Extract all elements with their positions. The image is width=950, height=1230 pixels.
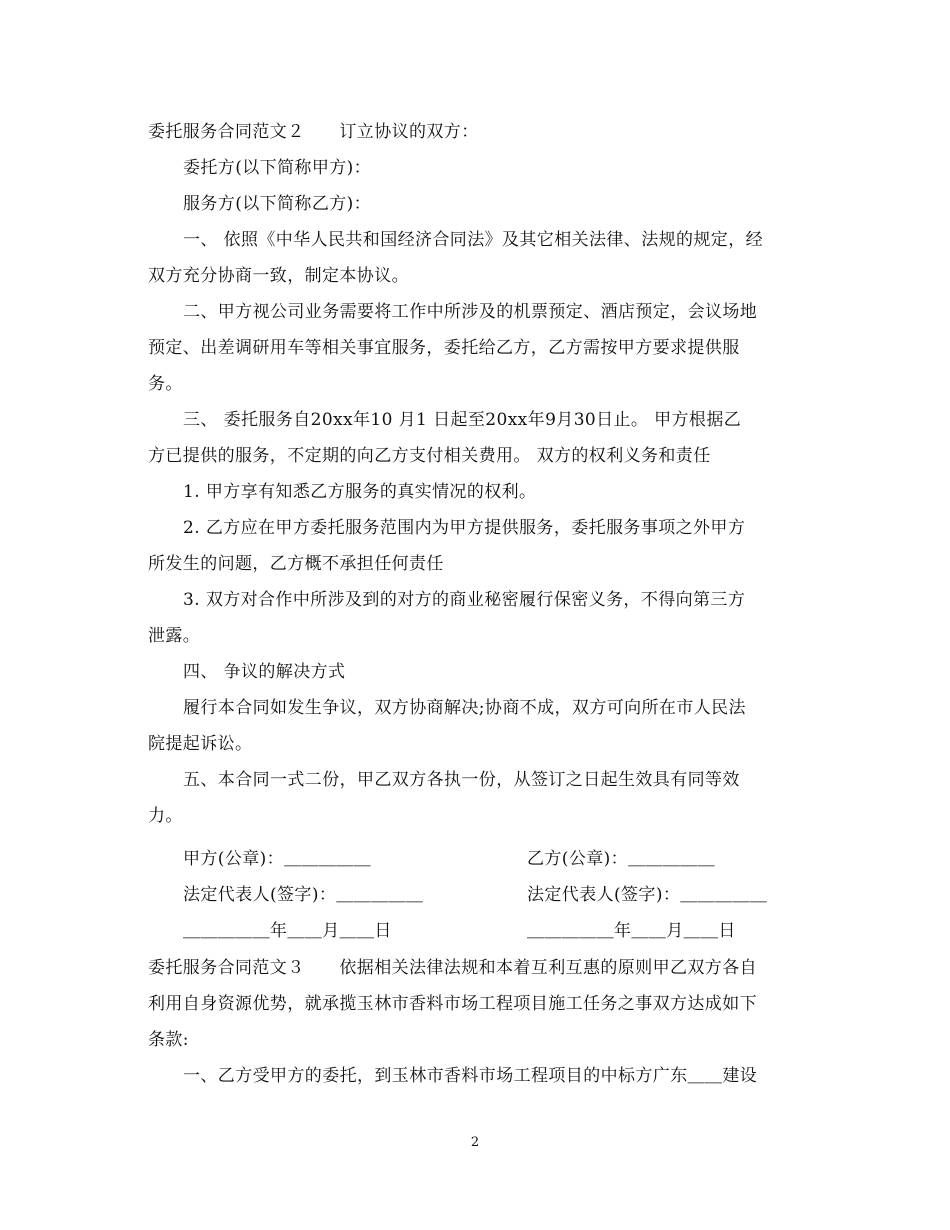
paragraph-line: 一、 依照《中华人民共和国经济合同法》及其它相关法律、法规的规定，经: [183, 230, 764, 250]
paragraph-line: 1. 甲方享有知悉乙方服务的真实情况的权利。: [183, 482, 537, 502]
paragraph-line: 四、 争议的解决方式: [183, 662, 346, 682]
party-b-seal-field: 乙方(公章)：＿＿＿＿＿: [527, 849, 716, 869]
paragraph-line: 委托方(以下简称甲方)：: [183, 158, 372, 178]
paragraph-line: 履行本合同如发生争议，双方协商解决;协商不成，双方可向所在市人民法: [183, 698, 746, 718]
paragraph-line: 2. 乙方应在甲方委托服务范围内为甲方提供服务，委托服务事项之外甲方: [183, 518, 746, 538]
paragraph-line: 预定、出差调研用车等相关事宜服务，委托给乙方，乙方需按甲方要求提供服: [148, 338, 740, 358]
contract-title-3: 委托服务合同范文３ 依据相关法律法规和本着互利互惠的原则甲乙双方各自: [148, 958, 757, 978]
paragraph-line: 力。: [148, 806, 183, 826]
paragraph-line: 院提起诉讼。: [148, 734, 253, 754]
paragraph-line: 服务方(以下简称乙方)：: [183, 194, 372, 214]
paragraph-line: 泄露。: [148, 626, 201, 646]
party-a-date-field: ＿＿＿＿＿年＿＿月＿＿日: [183, 921, 392, 941]
page-number: 2: [470, 1135, 480, 1150]
paragraph-line: 双方充分协商一致，制定本协议。: [148, 266, 409, 286]
party-b-representative-field: 法定代表人(签字)：＿＿＿＿＿: [527, 885, 768, 905]
paragraph-line: 3. 双方对合作中所涉及到的对方的商业秘密履行保密义务，不得向第三方: [183, 590, 746, 610]
party-b-date-field: ＿＿＿＿＿年＿＿月＿＿日: [527, 921, 736, 941]
paragraph-line: 二、甲方视公司业务需要将工作中所涉及的机票预定、酒店预定，会议场地: [183, 302, 758, 322]
contract-title-2: 委托服务合同范文２ 订立协议的双方：: [148, 122, 479, 142]
party-a-representative-field: 法定代表人(签字)：＿＿＿＿＿: [183, 885, 424, 905]
paragraph-line: 务。: [148, 374, 183, 394]
paragraph-line: 五、本合同一式二份，甲乙双方各执一份，从签订之日起生效具有同等效: [183, 770, 740, 790]
paragraph-line: 一、乙方受甲方的委托，到玉林市香料市场工程项目的中标方广东＿＿建设: [183, 1066, 758, 1086]
paragraph-line: 所发生的问题，乙方概不承担任何责任: [148, 554, 444, 574]
paragraph-line: 条款:: [148, 1030, 189, 1050]
party-a-seal-field: 甲方(公章)：＿＿＿＿＿: [183, 849, 372, 869]
paragraph-line: 三、 委托服务自20xx年10 月1 日起至20xx年9月30日止。 甲方根据乙: [183, 410, 742, 430]
paragraph-line: 利用自身资源优势，就承揽玉林市香料市场工程项目施工任务之事双方达成如下: [148, 994, 757, 1014]
paragraph-line: 方已提供的服务，不定期的向乙方支付相关费用。 双方的权利义务和责任: [148, 446, 711, 466]
